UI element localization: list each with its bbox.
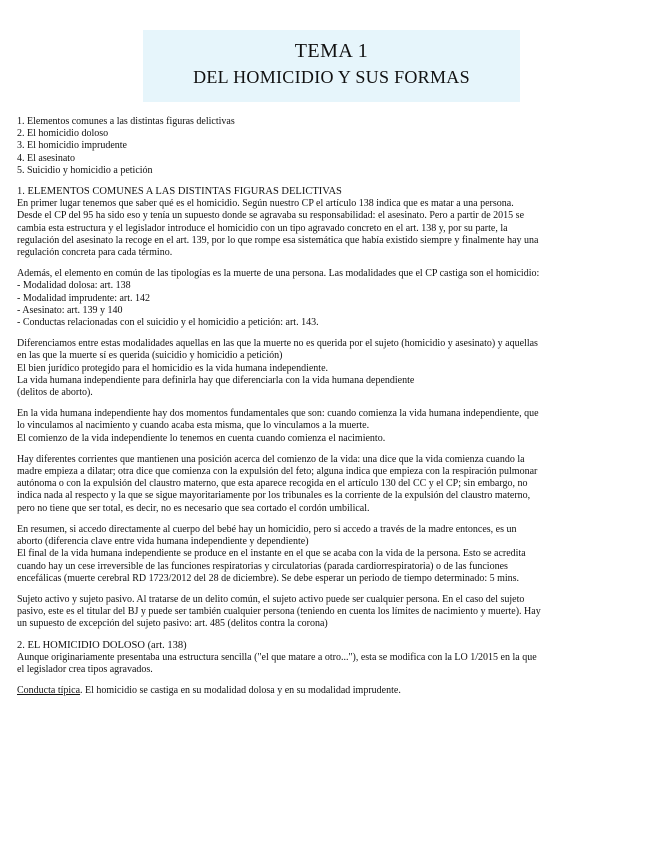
spacer	[17, 631, 637, 640]
text-line: El bien jurídico protegido para el homicidio es la vida humana independiente.	[17, 362, 329, 374]
text-line: Además, el elemento en común de las tipologías es la muerte de una persona. Las modalidades que el CP castiga son el homicidio:	[17, 268, 540, 280]
text-line: Desde el CP del 95 ha sido eso y tenía un supuesto donde se agravaba su responsabilidad: el asesinato. Pero a partir de 2015 se	[17, 210, 525, 222]
text-line: cambia esta estructura y el legislador introduce el homicidio con un tipo agravado concreto en el art. 138 y, por su parte, la	[17, 222, 508, 234]
text-line: un supuesto de excepción del sujeto pasivo: art. 485 (delitos contra la corona)	[17, 618, 328, 630]
list-item: - Modalidad imprudente: art. 142	[17, 292, 151, 304]
paragraph	[17, 408, 637, 445]
spacer	[17, 585, 637, 594]
document-body	[17, 116, 637, 697]
text-line: El comienzo de la vida independiente lo tenemos en cuenta cuando comienza el nacimiento.	[17, 432, 386, 444]
text-line: La vida humana independiente para definirla hay que diferenciarla con la vida humana dependiente	[17, 374, 415, 386]
index-item: 4. El asesinato	[17, 152, 76, 164]
paragraph	[17, 524, 637, 585]
section-heading-ref: (art. 138)	[147, 639, 187, 651]
text-line: regulación del asesinato la recoge en el art. 139, por lo que rompe esa sistemática que había existido siempre y finalmente hay una	[17, 234, 539, 246]
paragraph	[17, 652, 637, 676]
page-subtitle: DEL HOMICIDIO Y SUS FORMAS	[193, 67, 470, 87]
spacer	[17, 177, 637, 186]
text-line: Sujeto activo y sujeto pasivo. Al tratarse de un delito común, el sujeto activo puede ser cualquier persona. En el caso del sujeto	[17, 593, 525, 605]
conduct-text: . El homicidio se castiga en su modalidad dolosa y en su modalidad imprudente.	[80, 685, 401, 697]
index-list	[17, 116, 637, 177]
index-item: 3. El homicidio imprudente	[17, 140, 127, 152]
text-line: regulación concreta para cada término.	[17, 247, 173, 259]
spacer	[17, 399, 637, 408]
paragraph	[17, 454, 637, 515]
index-item: 5. Suicidio y homicidio a petición	[17, 164, 153, 176]
text-line: Hay diferentes corrientes que mantienen una posición acerca del comienzo de la vida: una dice que la vida comienza cuando la	[17, 453, 525, 465]
section-heading-title: 2. EL HOMICIDIO DOLOSO	[17, 639, 145, 651]
paragraph	[17, 594, 637, 631]
section-heading: 1. ELEMENTOS COMUNES A LAS DISTINTAS FIGURAS DELICTIVAS	[17, 186, 342, 198]
section-heading	[17, 640, 637, 652]
text-line: lo vinculamos al nacimiento y cuando acaba esta misma, que lo vinculamos a la muerte.	[17, 420, 370, 432]
text-line: En resumen, si accedo directamente al cuerpo del bebé hay un homicidio, pero si accedo a través de la madre entonces, es un	[17, 523, 517, 535]
spacer	[17, 259, 637, 268]
conduct-label: Conducta típica	[17, 685, 81, 697]
text-line: Aunque originariamente presentaba una estructura sencilla ("el que matare a otro..."), esta se modifica con la LO 1/2015 en la que	[17, 651, 537, 663]
paragraph	[17, 338, 637, 399]
text-line: indica nada al respecto y la que se sigue mayoritariamente por los tribunales es la corriente de la expulsión del claustro materno,	[17, 490, 531, 502]
text-line: aborto (diferencia clave entre vida humana independiente y dependiente)	[17, 536, 309, 548]
text-line: en las que la muerte sí es querida (suicidio y homicidio a petición)	[17, 350, 283, 362]
index-item: 1. Elementos comunes a las distintas figuras delictivas	[17, 116, 235, 127]
text-line: encefálicas (muerte cerebral RD 1723/2012 del 28 de diciembre). Se debe esperar un periodo de tiempo determinado: 5 mins.	[17, 572, 520, 584]
text-line: Diferenciamos entre estas modalidades aquellas en las que la muerte no es querida por el sujeto (homicidio y asesinato) y aquellas	[17, 338, 538, 350]
list-item: - Asesinato: art. 139 y 140	[17, 304, 123, 316]
list-item: - Modalidad dolosa: art. 138	[17, 280, 131, 292]
text-line: En primer lugar tenemos que saber qué es el homicidio. Según nuestro CP el artículo 138 indica que es matar a una persona.	[17, 198, 514, 210]
title-box	[143, 30, 520, 102]
text-line: madre empieza a dilatar; otra dice que comienza con la expulsión del feto; alguna indica que empieza con la respiración pulmonar	[17, 466, 538, 478]
text-line: El final de la vida humana independiente se produce en el instante en el que se acaba con la vida de la persona. Esto se acredita	[17, 548, 526, 560]
conduct-line	[17, 685, 637, 697]
text-line: En la vida humana independiente hay dos momentos fundamentales que son: cuando comienza la vida humana independiente, que	[17, 408, 539, 420]
text-line: el legislador crea tipos agravados.	[17, 663, 153, 675]
paragraph	[17, 198, 637, 259]
text-line: (delitos de aborto).	[17, 387, 93, 399]
text-line: cuando hay un cese irreversible de las funciones respiratorias y circulatorias (parada cardiorrespiratoria) o de las funciones	[17, 560, 508, 572]
spacer	[17, 445, 637, 454]
spacer	[17, 676, 637, 685]
text-line: pero no tiene que ser total, es decir, no es necesario que sea cortado el cordón umbilical.	[17, 502, 370, 514]
spacer	[17, 329, 637, 338]
text-line: autónoma o con la expulsión del claustro materno, que esta aparece recogida en el artículo 130 del CC y el CP; sin embargo, no	[17, 478, 528, 490]
index-item: 2. El homicidio doloso	[17, 128, 109, 140]
page-title: TEMA 1	[294, 40, 369, 62]
paragraph	[17, 268, 637, 329]
text-line: pasivo, este es el titular del BJ y puede ser también cualquier persona (teniendo en cuenta los límites de nacimiento y muerte). Hay	[17, 606, 541, 618]
list-item: - Conductas relacionadas con el suicidio y el homicidio a petición: art. 143.	[17, 317, 319, 329]
spacer	[17, 515, 637, 524]
